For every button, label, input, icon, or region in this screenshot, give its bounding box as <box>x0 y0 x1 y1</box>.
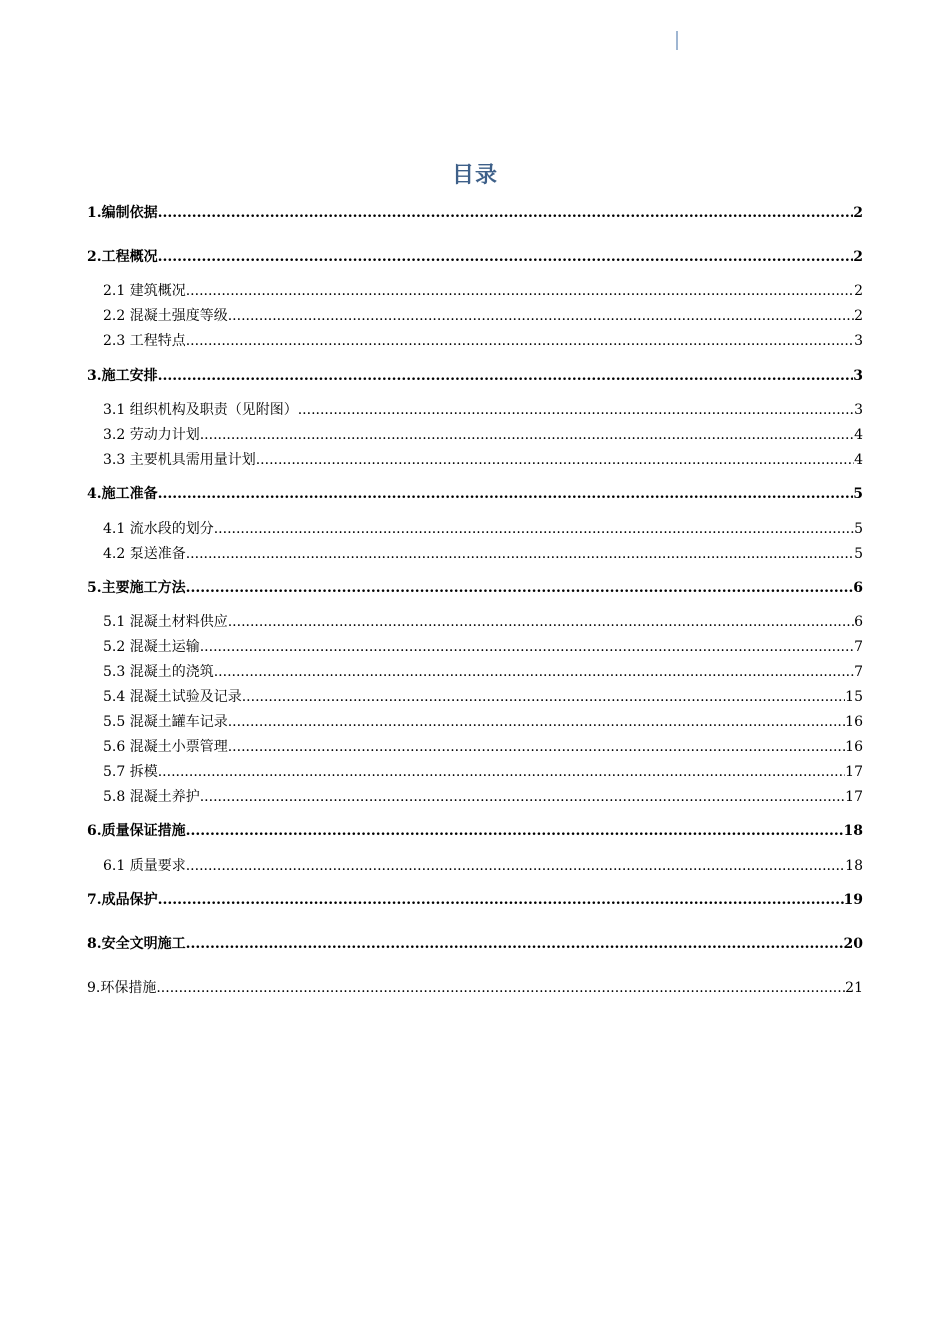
toc-leader <box>200 426 854 444</box>
toc-entry-5-1[interactable] <box>103 613 863 631</box>
toc-leader <box>298 401 854 419</box>
toc-leader <box>214 663 854 681</box>
toc-entry-label: 5.2 混凝土运输 <box>103 639 200 655</box>
toc-entry-page: 5 <box>854 521 863 537</box>
toc-entry-3[interactable] <box>87 367 863 385</box>
toc-entry-9[interactable] <box>87 979 863 997</box>
toc-entry-2[interactable] <box>87 248 863 266</box>
toc-entry-page: 17 <box>845 789 863 805</box>
toc-entry-label: 2.工程概况 <box>87 249 158 265</box>
toc-entry-4[interactable] <box>87 485 863 503</box>
toc-entry-label: 5.7 拆模 <box>103 764 158 780</box>
toc-entry-label: 4.施工准备 <box>87 486 158 502</box>
toc-entry-3-1[interactable] <box>103 401 863 419</box>
toc-leader <box>186 332 854 350</box>
toc-entry-label: 2.1 建筑概况 <box>103 283 186 299</box>
toc-entry-label: 5.主要施工方法 <box>87 580 186 596</box>
toc-leader <box>158 204 854 222</box>
toc-entry-page: 2 <box>853 205 863 221</box>
toc-entry-label: 5.4 混凝土试验及记录 <box>103 689 242 705</box>
toc-entry-6[interactable] <box>87 822 863 840</box>
toc-entry-page: 16 <box>845 714 863 730</box>
toc-entry-5-5[interactable] <box>103 713 863 731</box>
toc-entry-page: 7 <box>854 639 863 655</box>
toc-entry-2-1[interactable] <box>103 282 863 300</box>
toc-entry-5[interactable] <box>87 579 863 597</box>
toc-entry-label: 9.环保措施 <box>87 980 157 996</box>
toc-leader <box>158 763 845 781</box>
toc-entry-label: 3.3 主要机具需用量计划 <box>103 452 256 468</box>
toc-entry-label: 5.6 混凝土小票管理 <box>103 739 228 755</box>
toc-entry-5-2[interactable] <box>103 638 863 656</box>
toc-entry-page: 2 <box>853 249 863 265</box>
toc-leader <box>158 248 854 266</box>
toc-entry-label: 4.1 流水段的划分 <box>103 521 214 537</box>
toc-leader <box>186 935 844 953</box>
toc-entry-1[interactable] <box>87 204 863 222</box>
toc-leader <box>186 282 854 300</box>
toc-entry-label: 6.质量保证措施 <box>87 823 186 839</box>
toc-entry-page: 6 <box>854 614 863 630</box>
toc-entry-label: 3.2 劳动力计划 <box>103 427 200 443</box>
header-mark <box>676 31 678 50</box>
toc-entry-label: 5.3 混凝土的浇筑 <box>103 664 214 680</box>
toc-leader <box>228 307 854 325</box>
toc-leader <box>158 891 844 909</box>
toc-entry-4-2[interactable] <box>103 545 863 563</box>
toc-leader <box>214 520 854 538</box>
toc-leader <box>200 638 854 656</box>
toc-leader <box>242 688 845 706</box>
toc-title: 目录 <box>451 163 498 188</box>
toc-entry-page: 21 <box>845 980 863 996</box>
toc-entry-3-2[interactable] <box>103 426 863 444</box>
toc-entry-page: 3 <box>854 402 863 418</box>
toc-leader <box>186 857 845 875</box>
toc-entry-5-7[interactable] <box>103 763 863 781</box>
toc-entry-label: 1.编制依据 <box>87 205 158 221</box>
toc-entry-page: 4 <box>854 427 863 443</box>
toc-leader <box>186 545 854 563</box>
toc-entry-4-1[interactable] <box>103 520 863 538</box>
toc-entry-label: 5.1 混凝土材料供应 <box>103 614 228 630</box>
toc-entry-label: 8.安全文明施工 <box>87 936 186 952</box>
toc-leader <box>186 579 854 597</box>
toc-entry-label: 2.2 混凝土强度等级 <box>103 308 228 324</box>
toc-entry-page: 16 <box>845 739 863 755</box>
toc-entry-5-6[interactable] <box>103 738 863 756</box>
toc-leader <box>156 979 845 997</box>
toc-leader <box>228 613 854 631</box>
toc-entry-label: 7.成品保护 <box>87 892 158 908</box>
toc-entry-label: 4.2 泵送准备 <box>103 546 186 562</box>
toc-entry-page: 7 <box>854 664 863 680</box>
toc-entry-label: 3.施工安排 <box>87 368 158 384</box>
toc-entry-2-3[interactable] <box>103 332 863 350</box>
toc-entry-8[interactable] <box>87 935 863 953</box>
toc-entry-page: 5 <box>853 486 863 502</box>
toc-entry-page: 19 <box>843 892 863 908</box>
toc-entry-5-4[interactable] <box>103 688 863 706</box>
toc-leader <box>200 788 845 806</box>
toc-entry-page: 20 <box>843 936 863 952</box>
toc-entry-6-1[interactable] <box>103 857 863 875</box>
toc-entry-page: 4 <box>854 452 863 468</box>
toc-entry-label: 2.3 工程特点 <box>103 333 186 349</box>
toc-leader <box>228 738 845 756</box>
toc-entry-page: 6 <box>853 580 863 596</box>
toc-entry-label: 5.8 混凝土养护 <box>103 789 200 805</box>
toc-entry-page: 17 <box>845 764 863 780</box>
toc-entry-5-3[interactable] <box>103 663 863 681</box>
toc-entry-2-2[interactable] <box>103 307 863 325</box>
toc-entry-page: 5 <box>854 546 863 562</box>
toc-leader <box>186 822 844 840</box>
toc-leader <box>256 451 854 469</box>
toc-entry-label: 5.5 混凝土罐车记录 <box>103 714 228 730</box>
toc-entry-label: 3.1 组织机构及职责（见附图） <box>103 402 298 418</box>
toc-entry-page: 18 <box>843 823 863 839</box>
toc-entry-page: 2 <box>854 308 863 324</box>
toc-entry-3-3[interactable] <box>103 451 863 469</box>
toc-entry-page: 18 <box>845 858 863 874</box>
toc-leader <box>228 713 845 731</box>
toc-leader <box>158 367 854 385</box>
toc-entry-label: 6.1 质量要求 <box>103 858 186 874</box>
toc-entry-page: 3 <box>853 368 863 384</box>
toc-entry-7[interactable] <box>87 891 863 909</box>
toc-entry-5-8[interactable] <box>103 788 863 806</box>
toc-entry-page: 3 <box>854 333 863 349</box>
toc-leader <box>158 485 854 503</box>
toc-entry-page: 15 <box>845 689 863 705</box>
toc-entry-page: 2 <box>854 283 863 299</box>
